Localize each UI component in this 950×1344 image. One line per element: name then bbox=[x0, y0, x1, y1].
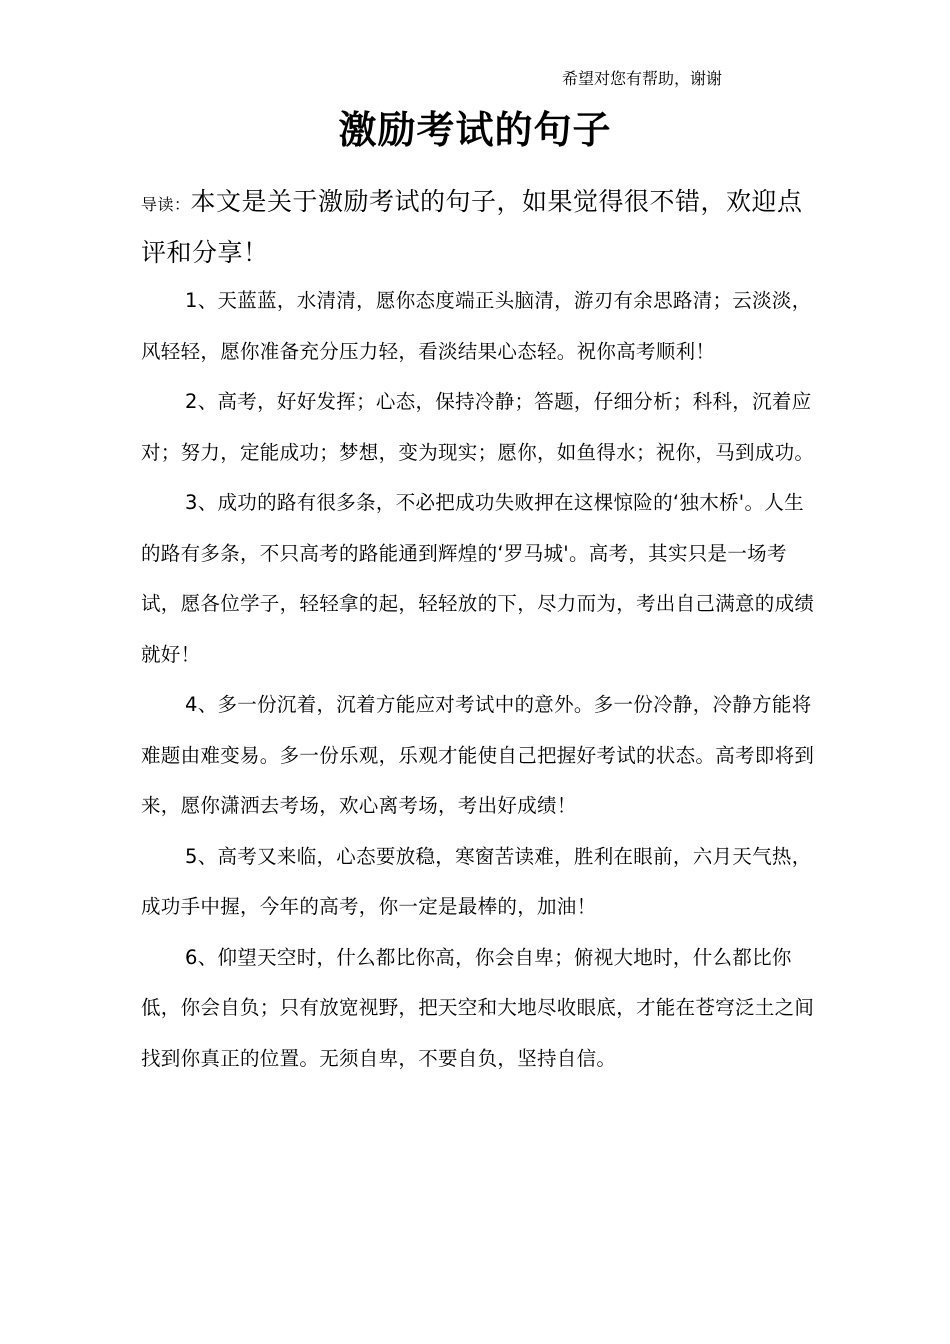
header-note: 希望对您有帮助，谢谢 bbox=[562, 69, 723, 88]
paragraph-1: 1、天蓝蓝，水清清，愿你态度端正头脑清，游刃有余思路清；云淡淡，风轻轻，愿你准备充分压力轻，看淡结果心态轻。祝你高考顺利！ bbox=[141, 289, 812, 363]
paragraph-5: 5、高考又来临，心态要放稳，寒窗苦读难，胜利在眼前，六月天气热，成功手中握，今年的高考，你一定是最棒的，加油！ bbox=[141, 844, 812, 918]
intro-paragraph bbox=[141, 178, 821, 277]
intro-text: 本文是关于激励考试的句子，如果觉得很不错，欢迎点评和分享！ bbox=[141, 187, 803, 267]
paragraph-4: 4、多一份沉着，沉着方能应对考试中的意外。多一份冷静，冷静方能将难题由难变易。多一份乐观，乐观才能使自己把握好考试的状态。高考即将到来，愿你潇洒去考场，欢心离考场，考出好成绩！ bbox=[141, 693, 815, 817]
page-title: 激励考试的句子 bbox=[338, 108, 612, 152]
article-body bbox=[141, 276, 821, 1084]
paragraph-3: 3、成功的路有很多条，不必把成功失败押在这棵惊险的‘独木桥'。人生的路有多条，不只高考的路能通到辉煌的‘罗马城'。高考，其实只是一场考试，愿各位学子，轻轻拿的起，轻轻放的下，尽力而为，考出自己满意的成绩就好！ bbox=[141, 491, 815, 666]
paragraph-2: 2、高考，好好发挥；心态，保持冷静；答题，仔细分析；科科，沉着应对；努力，定能成功；梦想，变为现实；愿你，如鱼得水；祝你，马到成功。 bbox=[141, 390, 815, 464]
paragraph-6: 6、仰望天空时，什么都比你高，你会自卑；俯视大地时，什么都比你低，你会自负；只有放宽视野，把天空和大地尽收眼底，才能在苍穹泛土之间找到你真正的位置。无须自卑，不要自负，坚持自信。 bbox=[141, 945, 815, 1070]
intro-label: 导读： bbox=[141, 195, 191, 214]
